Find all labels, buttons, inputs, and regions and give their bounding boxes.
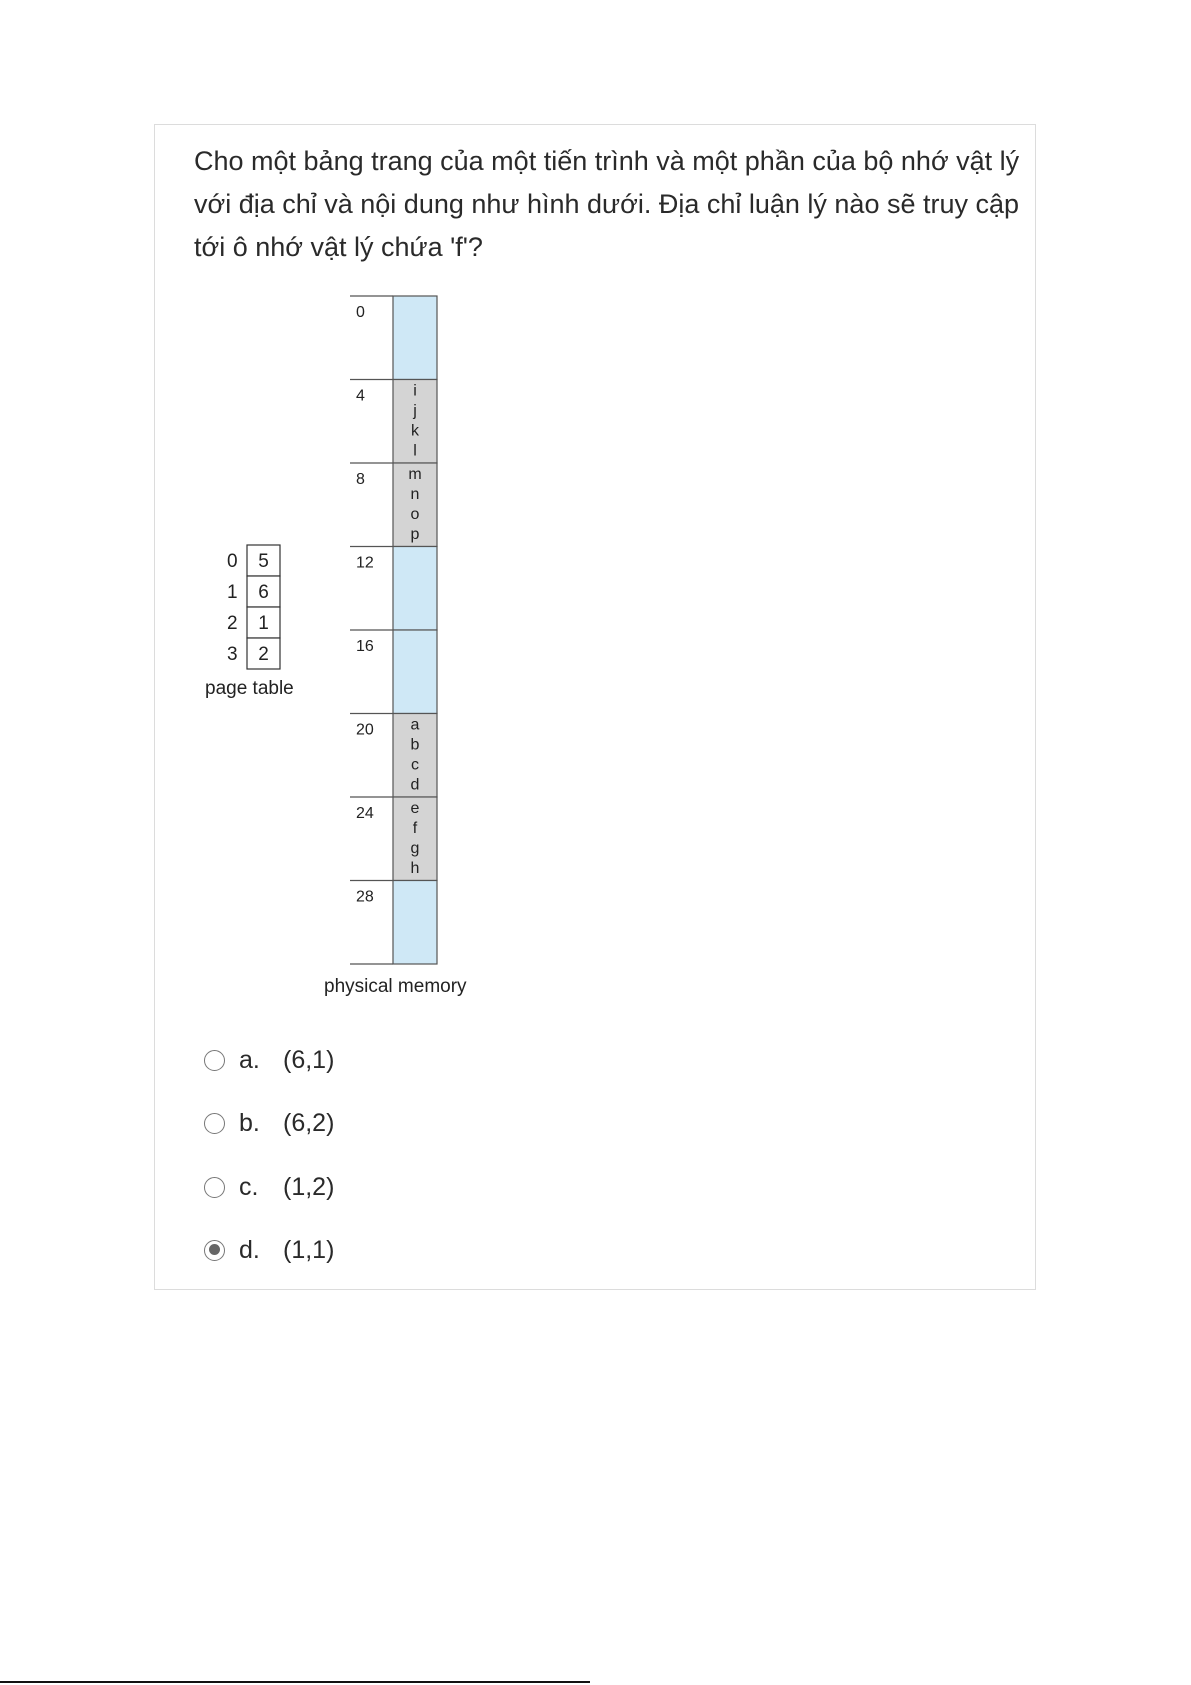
memory-byte-letter: b <box>410 736 420 754</box>
option-d[interactable] <box>204 1230 504 1270</box>
memory-byte-letter: i <box>413 382 417 400</box>
memory-frame <box>350 630 437 714</box>
memory-frame <box>350 881 437 965</box>
memory-byte-letter: h <box>410 860 420 877</box>
page-table-row <box>227 638 280 669</box>
page-table-index: 0 <box>227 551 238 572</box>
memory-address-label: 28 <box>356 888 374 906</box>
physical-memory-caption: physical memory <box>324 976 467 997</box>
radio-button[interactable] <box>204 1113 225 1134</box>
memory-byte-letter: n <box>410 486 420 503</box>
memory-address-label: 4 <box>356 387 365 405</box>
page-table-frame: 1 <box>258 613 269 634</box>
page-table-frame: 6 <box>258 582 269 603</box>
question-text: Cho một bảng trang của một tiến trình và một phần của bộ nhớ vật lý với địa chỉ và nội dung như hình dưới. Địa chỉ luận lý nào sẽ truy cập tới ô nhớ vật lý chứa 'f'? <box>194 146 1020 262</box>
memory-frame-cell <box>393 881 437 965</box>
memory-byte-letter: o <box>410 506 420 523</box>
memory-byte-letter: c <box>411 756 419 774</box>
memory-frame-cell <box>393 296 437 380</box>
option-letter: b. <box>239 1108 260 1137</box>
option-letter: d. <box>239 1235 260 1264</box>
memory-byte-letter: d <box>410 776 420 794</box>
memory-frame <box>350 547 437 631</box>
memory-address-label: 8 <box>356 471 365 488</box>
option-c[interactable] <box>204 1167 504 1207</box>
page-table-frame: 5 <box>258 551 269 572</box>
memory-address-label: 24 <box>356 805 374 822</box>
memory-frame <box>350 463 437 547</box>
page-bottom-rule <box>0 1681 590 1683</box>
page-table-row <box>227 576 280 607</box>
memory-byte-letter: l <box>413 442 417 460</box>
physical-memory <box>350 296 437 964</box>
page-table-index: 1 <box>227 582 238 603</box>
memory-byte-letter: k <box>411 422 419 440</box>
memory-frame <box>350 380 437 464</box>
option-letter: c. <box>239 1172 259 1201</box>
memory-address-label: 0 <box>356 304 365 321</box>
memory-frame <box>350 797 437 881</box>
memory-address-label: 12 <box>356 554 374 572</box>
memory-frame-cell <box>393 547 437 631</box>
option-letter: a. <box>239 1045 260 1074</box>
memory-byte-letter: p <box>410 526 420 543</box>
page-table-row <box>227 607 280 638</box>
option-value: (1,1) <box>283 1235 335 1264</box>
memory-frame <box>350 714 437 798</box>
memory-byte-letter: g <box>410 840 420 857</box>
radio-button[interactable] <box>204 1177 225 1198</box>
memory-byte-letter: e <box>410 800 420 817</box>
memory-frame-cell <box>393 630 437 714</box>
radio-button[interactable] <box>204 1240 225 1261</box>
page-table-row <box>227 545 280 576</box>
option-value: (1,2) <box>283 1172 335 1201</box>
page-table-index: 3 <box>227 644 238 665</box>
memory-frame <box>350 296 437 380</box>
memory-address-label: 16 <box>356 638 374 655</box>
memory-address-label: 20 <box>356 721 374 739</box>
page-table-caption: page table <box>205 678 294 699</box>
memory-byte-letter: m <box>408 466 422 483</box>
radio-button[interactable] <box>204 1050 225 1071</box>
option-value: (6,1) <box>283 1045 335 1074</box>
memory-byte-letter: f <box>412 820 418 837</box>
option-b[interactable] <box>204 1103 504 1143</box>
memory-byte-letter: j <box>413 402 417 420</box>
option-value: (6,2) <box>283 1108 335 1137</box>
memory-byte-letter: a <box>410 716 420 734</box>
page-table-frame: 2 <box>258 644 269 665</box>
page-table <box>205 545 294 699</box>
page-table-index: 2 <box>227 613 238 634</box>
option-a[interactable] <box>204 1040 504 1080</box>
